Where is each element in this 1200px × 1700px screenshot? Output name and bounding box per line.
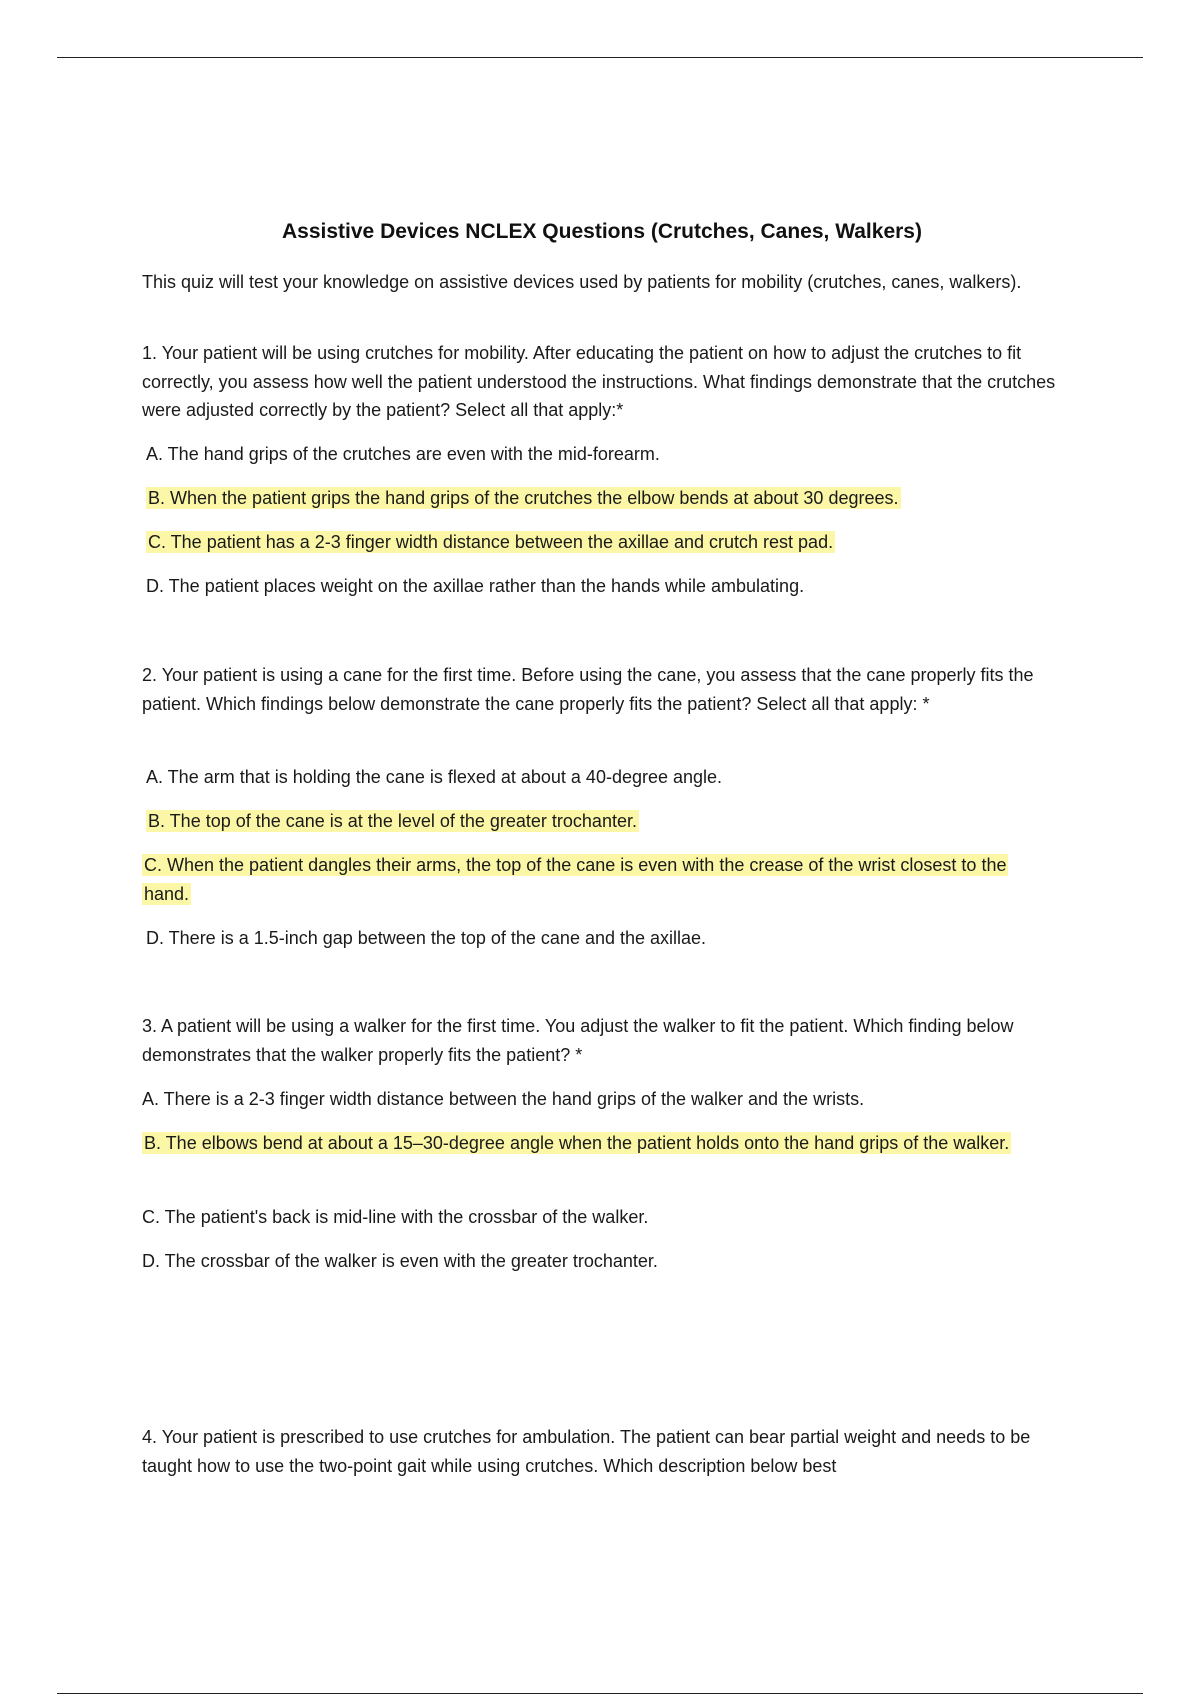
question-3-option-b [142,1129,1042,1158]
highlighted-answer: C. When the patient dangles their arms, the top of the cane is even with the crease of the wrist closest to the hand. [144,855,1007,904]
question-2-option-d: D. There is a 1.5-inch gap between the top of the cane and the axillae. [146,928,707,948]
highlighted-answer: B. When the patient grips the hand grips of the crutches the elbow bends at about 30 degrees. [148,488,899,508]
question-2-text: 2. Your patient is using a cane for the first time. Before using the cane, you assess that the cane properly fits the patient. Which findings below demonstrate the cane properly fits the patient? Select all that apply: * [142,665,1034,714]
question-2-option-b [146,807,639,836]
intro-paragraph: This quiz will test your knowledge on assistive devices used by patients for mobility (crutches, canes, walkers). [142,272,1022,292]
highlighted-answer: C. The patient has a 2-3 finger width distance between the axillae and crutch rest pad. [148,532,834,552]
question-1-option-c [146,528,835,557]
highlighted-answer: B. The elbows bend at about a 15–30-degree angle when the patient holds onto the hand grips of the walker. [144,1133,1010,1153]
question-3-option-d: D. The crossbar of the walker is even with the greater trochanter. [142,1251,658,1271]
question-1-option-a: A. The hand grips of the crutches are even with the mid-forearm. [146,444,660,464]
highlighted-answer: B. The top of the cane is at the level of the greater trochanter. [148,811,637,831]
bottom-rule [57,1693,1143,1694]
question-2-option-c [142,851,1042,908]
question-1-option-b [146,484,901,513]
question-3-text: 3. A patient will be using a walker for the first time. You adjust the walker to fit the patient. Which finding below demonstrates that the walker properly fits the patient? * [142,1016,1014,1065]
question-1-option-d: D. The patient places weight on the axillae rather than the hands while ambulating. [146,576,805,596]
question-4-text: 4. Your patient is prescribed to use crutches for ambulation. The patient can bear partial weight and needs to be taught how to use the two-point gait while using crutches. Which description below best [142,1427,1031,1476]
question-1-text: 1. Your patient will be using crutches for mobility. After educating the patient on how to adjust the crutches to fit correctly, you assess how well the patient understood the instructions. What findings demonstrate that the crutches were adjusted correctly by the patient? Select all that apply:* [142,343,1056,420]
question-3-option-c: C. The patient's back is mid-line with the crossbar of the walker. [142,1207,649,1227]
question-3-option-a: A. There is a 2-3 finger width distance between the hand grips of the walker and the wrists. [142,1089,865,1109]
page-title: Assistive Devices NCLEX Questions (Crutches, Canes, Walkers) [282,220,922,243]
top-rule [57,57,1143,58]
question-2-option-a: A. The arm that is holding the cane is flexed at about a 40-degree angle. [146,767,723,787]
